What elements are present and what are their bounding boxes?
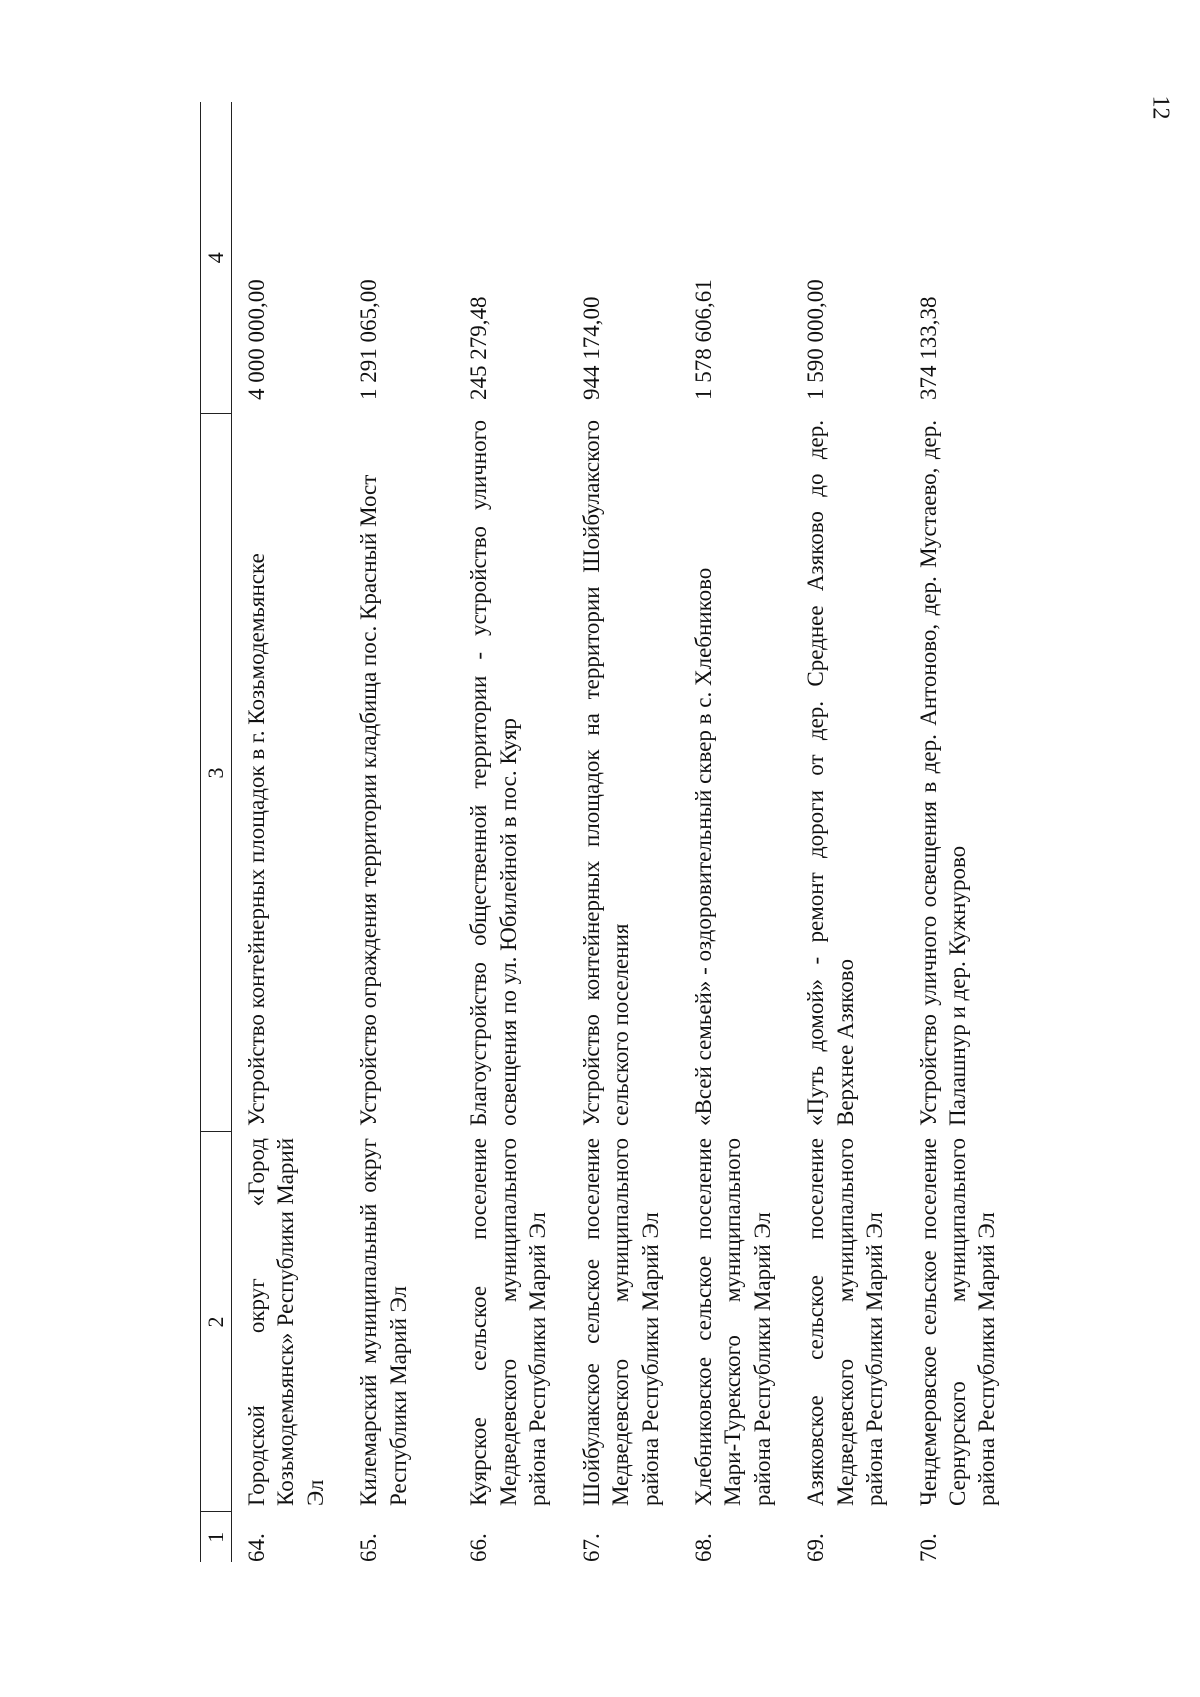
table-row	[454, 102, 566, 1562]
table-row	[344, 102, 454, 1562]
amount-cell: 1 578 606,61	[690, 279, 716, 400]
column-header-1: 1	[201, 1512, 232, 1562]
municipality-cell: Куярское сельское поселение Медведевского муниципального района Республики Марий Эл	[466, 1138, 551, 1506]
amount-cell: 944 174,00	[578, 296, 604, 400]
project-cell: Устройство ограждения территории кладбища пос. Красный Мост	[356, 474, 382, 1126]
project-cell: Благоустройство общественной территории - устройство уличного освещения по ул. Юбилейной в пос. Куяр	[466, 420, 521, 1126]
project-cell: Устройство уличного освещения в дер. Антоново, дер. Мустаево, дер. Палашнур и дер. Кужнурово	[915, 420, 970, 1126]
row-number: 70.	[915, 1533, 941, 1562]
row-number: 64.	[244, 1533, 269, 1562]
row-number: 65.	[356, 1533, 382, 1562]
project-cell: «Всей семьей» - оздоровительный сквер в с. Хлебниково	[690, 567, 716, 1126]
table-row	[567, 102, 679, 1562]
table-header-row	[201, 102, 232, 1562]
column-header-3: 3	[201, 414, 232, 1132]
projects-table	[200, 102, 1016, 1562]
project-cell: Устройство контейнерных площадок на территории Шойбулакского сельского поселения	[578, 420, 634, 1126]
amount-cell: 1 291 065,00	[356, 279, 382, 400]
municipality-cell: Чендемеровское сельское поселение Сернурского муниципального района Республики Марий Эл	[915, 1138, 1000, 1506]
rotated-table-container	[200, 102, 1000, 1562]
municipality-cell: Городской округ «Город Козьмодемьянск» Республики Марий Эл	[244, 1138, 328, 1506]
municipality-cell: Азяковское сельское поселение Медведевского муниципального района Республики Марий Эл	[803, 1138, 888, 1506]
table-row	[791, 102, 903, 1562]
row-number: 66.	[466, 1533, 492, 1562]
table-row	[904, 102, 1016, 1562]
row-number: 67.	[578, 1533, 604, 1562]
row-number: 68.	[690, 1533, 716, 1562]
municipality-cell: Килемарский муниципальный округ Республики Марий Эл	[356, 1138, 411, 1506]
municipality-cell: Шойбулакское сельское поселение Медведевского муниципального района Республики Марий Эл	[578, 1138, 663, 1506]
table-row	[232, 102, 345, 1562]
amount-cell: 245 279,48	[466, 296, 492, 400]
column-header-2: 2	[201, 1132, 232, 1512]
amount-cell: 1 590 000,00	[803, 279, 829, 400]
page-number: 12	[1147, 95, 1174, 120]
row-number: 69.	[803, 1533, 829, 1562]
table-row	[679, 102, 791, 1562]
column-header-4: 4	[201, 102, 232, 414]
project-cell: «Путь домой» - ремонт дороги от дер. Среднее Азяково до дер. Верхнее Азяково	[803, 420, 858, 1126]
amount-cell: 4 000 000,00	[244, 279, 269, 400]
amount-cell: 374 133,38	[915, 296, 941, 400]
municipality-cell: Хлебниковское сельское поселение Мари-Турекского муниципального района Республики Марий Эл	[690, 1138, 775, 1506]
project-cell: Устройство контейнерных площадок в г. Козьмодемьянске	[244, 553, 269, 1126]
